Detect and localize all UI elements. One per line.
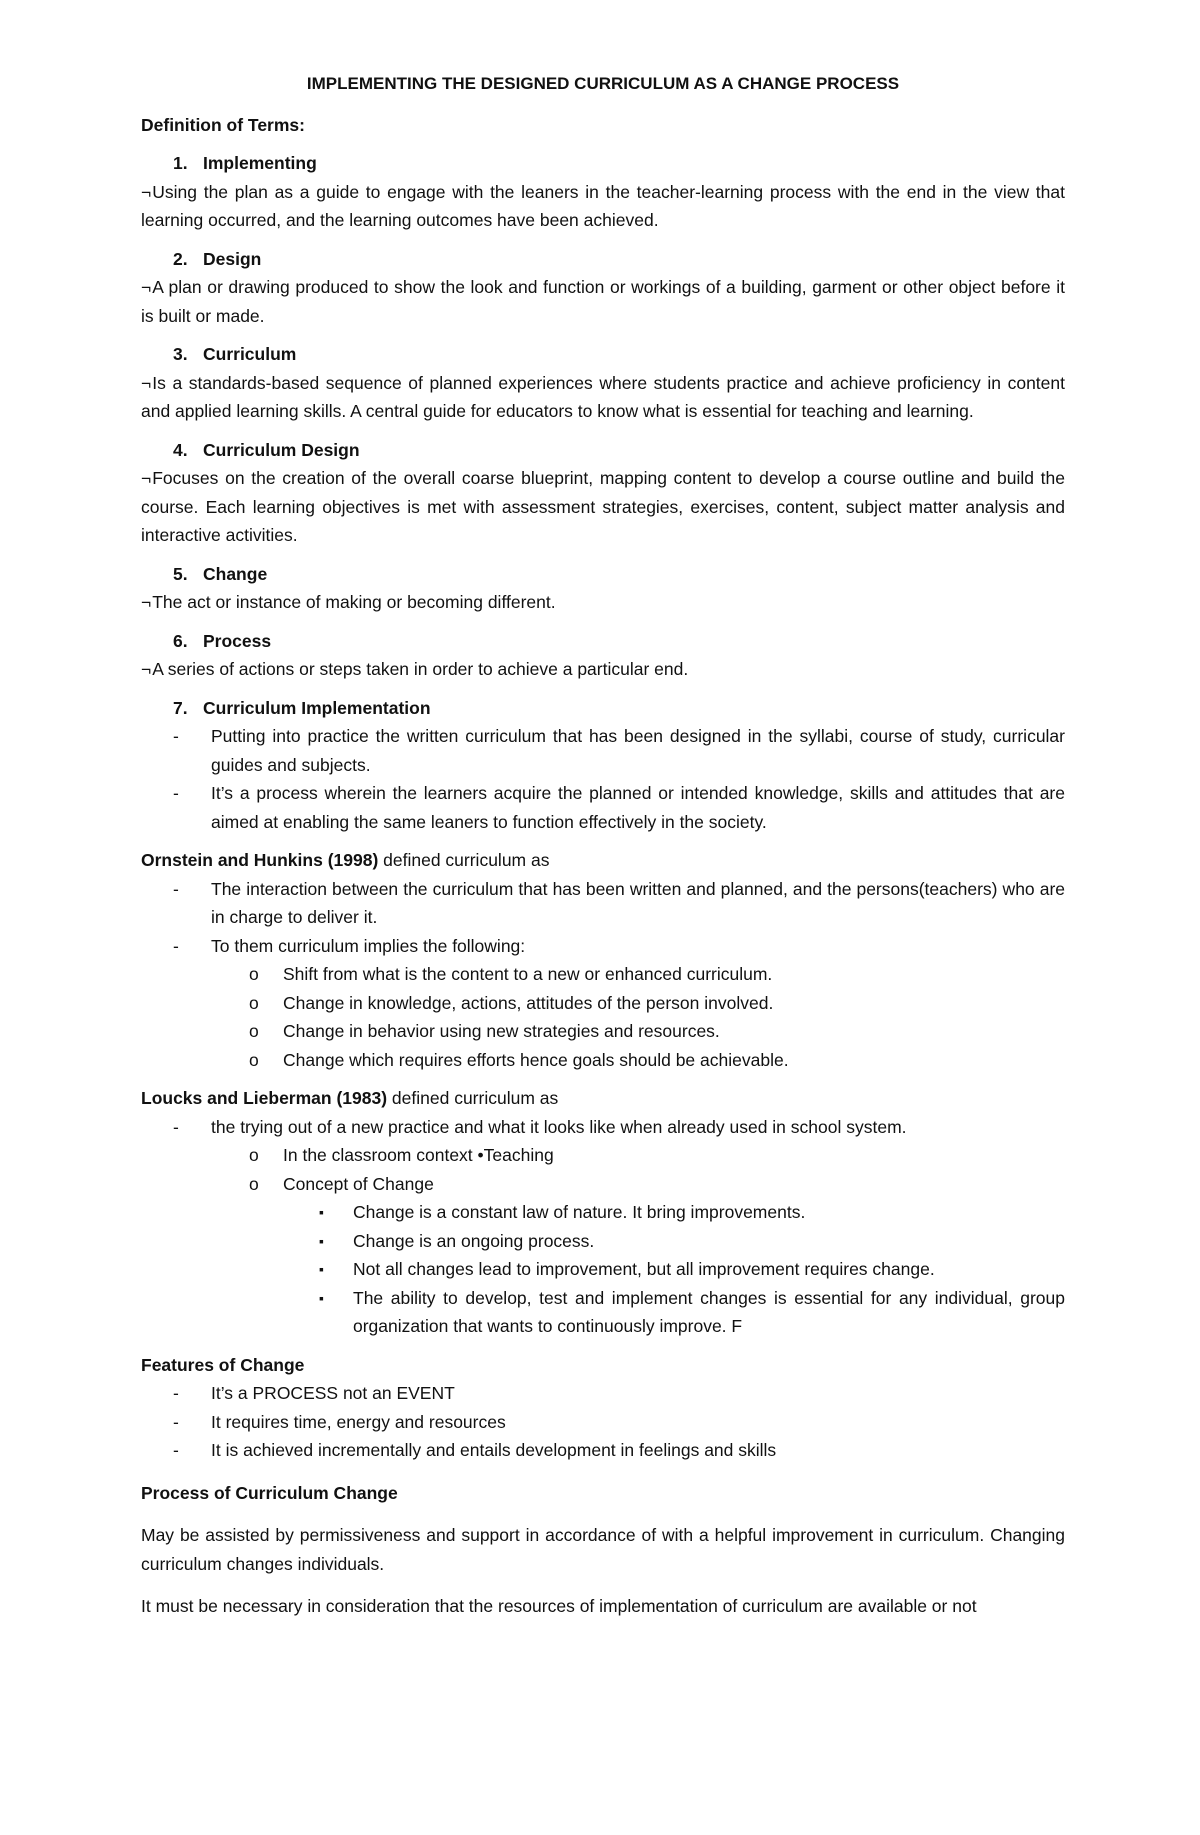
sublist-item-text: Concept of Change bbox=[283, 1173, 434, 1194]
definition-heading: Definition of Terms: bbox=[141, 114, 305, 135]
square-bullet-item: ▪ Change is an ongoing process. bbox=[353, 1227, 1065, 1256]
term-number: 3. bbox=[173, 344, 188, 364]
square-bullet-item: ▪ Change is a constant law of nature. It bring improvements. bbox=[353, 1198, 1065, 1227]
negation-mark: ¬ bbox=[141, 592, 152, 612]
square-bullet-item: ▪ The ability to develop, test and implement changes is essential for any individual, group organization that wants to continuously improve. F bbox=[353, 1284, 1065, 1341]
sublist-item: o In the classroom context •Teaching bbox=[283, 1141, 1065, 1170]
term-title-change bbox=[141, 560, 1065, 589]
term-title-curriculum-implementation bbox=[141, 694, 1065, 723]
term-title: Change bbox=[203, 563, 268, 584]
negation-mark: ¬ bbox=[141, 181, 152, 202]
loucks-section bbox=[141, 1084, 1065, 1341]
negation-mark: ¬ bbox=[141, 277, 152, 297]
sublist-item: o Shift from what is the content to a new or enhanced curriculum. bbox=[283, 960, 1065, 989]
ornstein-heading bbox=[141, 846, 1065, 875]
list-item: - It requires time, energy and resources bbox=[211, 1408, 1065, 1437]
loucks-list bbox=[141, 1113, 1065, 1341]
ornstein-sublist bbox=[211, 960, 1065, 1074]
list-item: - It’s a process wherein the learners acquire the planned or intended knowledge, skills and attitudes that are aimed at enabling the same leaners to function effectively in the society. bbox=[211, 779, 1065, 836]
square-bullet-item: ▪ Not all changes lead to improvement, but all improvement requires change. bbox=[353, 1255, 1065, 1284]
term-number: 4. bbox=[173, 439, 188, 460]
term-title: Curriculum bbox=[203, 344, 297, 364]
sublist-item: o Change which requires efforts hence goals should be achievable. bbox=[283, 1046, 1065, 1075]
list-item: - It’s a PROCESS not an EVENT bbox=[211, 1379, 1065, 1408]
term-definition-process bbox=[141, 655, 1065, 684]
features-list bbox=[141, 1379, 1065, 1465]
term-definition-text: The act or instance of making or becoming different. bbox=[152, 592, 556, 612]
term-title: Implementing bbox=[203, 153, 317, 173]
term-definition-curriculum-design bbox=[141, 464, 1065, 550]
term-definition-text: Using the plan as a guide to engage with the leaners in the teacher-learning process with the end in the view that learning occurred, and the learning outcomes have been achieved. bbox=[141, 181, 1065, 230]
loucks-heading bbox=[141, 1084, 1065, 1113]
term-number: 6. bbox=[173, 630, 188, 651]
term-title-process bbox=[141, 627, 1065, 656]
term-title: Process bbox=[203, 630, 272, 651]
term-definition-implementing bbox=[141, 178, 1065, 235]
term-title: Design bbox=[203, 248, 262, 269]
term-number: 5. bbox=[173, 563, 188, 584]
process-paragraph-2: It must be necessary in consideration that the resources of implementation of curriculum are available or not bbox=[141, 1596, 977, 1616]
list-item: - It is achieved incrementally and entails development in feelings and skills bbox=[211, 1436, 1065, 1465]
features-section bbox=[141, 1351, 1065, 1465]
term-definition-text: A plan or drawing produced to show the look and function or workings of a building, garment or other object before it is built or made. bbox=[141, 277, 1065, 326]
term-title-implementing bbox=[141, 149, 1065, 178]
list-item-text: the trying out of a new practice and what it looks like when already used in school system. bbox=[211, 1116, 907, 1137]
ornstein-section bbox=[141, 846, 1065, 1074]
process-section bbox=[141, 1479, 1065, 1621]
sublist-item: o Change in knowledge, actions, attitudes of the person involved. bbox=[283, 989, 1065, 1018]
term-number: 1. bbox=[173, 153, 188, 173]
term-title-curriculum-design bbox=[141, 436, 1065, 465]
negation-mark: ¬ bbox=[141, 372, 152, 393]
term-title: Curriculum Implementation bbox=[203, 697, 431, 718]
term-definition-text: Focuses on the creation of the overall coarse blueprint, mapping content to develop a course outline and build the course. Each learning objectives is met with assessment strategies, exercises, content, subject matter analysis and interactive activities. bbox=[141, 468, 1065, 545]
ornstein-author: Ornstein and Hunkins (1998) bbox=[141, 850, 379, 870]
curriculum-implementation-list bbox=[141, 722, 1065, 836]
term-title-design bbox=[141, 245, 1065, 274]
negation-mark: ¬ bbox=[141, 659, 152, 679]
term-definition-design bbox=[141, 273, 1065, 330]
process-heading: Process of Curriculum Change bbox=[141, 1482, 398, 1503]
term-definition-text: A series of actions or steps taken in order to achieve a particular end. bbox=[152, 659, 689, 679]
term-definition-text: Is a standards-based sequence of planned experiences where students practice and achieve proficiency in content and applied learning skills. A central guide for educators to know what is essential for teaching and learning. bbox=[141, 372, 1065, 421]
term-title: Curriculum Design bbox=[203, 439, 360, 460]
loucks-heading-rest: defined curriculum as bbox=[387, 1088, 559, 1108]
features-heading: Features of Change bbox=[141, 1354, 305, 1375]
term-number: 2. bbox=[173, 248, 188, 269]
document-page bbox=[141, 70, 1065, 1621]
list-item: - Putting into practice the written curriculum that has been designed in the syllabi, course of study, curricular guides and subjects. bbox=[211, 722, 1065, 779]
term-title-curriculum bbox=[141, 340, 1065, 369]
list-item-text: To them curriculum implies the following: bbox=[211, 935, 526, 956]
term-definition-change bbox=[141, 588, 1065, 617]
ornstein-list bbox=[141, 875, 1065, 1075]
concept-of-change-list bbox=[283, 1198, 1065, 1341]
term-number: 7. bbox=[173, 697, 188, 718]
sublist-item: o Change in behavior using new strategies and resources. bbox=[283, 1017, 1065, 1046]
list-item bbox=[211, 1113, 1065, 1341]
ornstein-heading-rest: defined curriculum as bbox=[378, 850, 550, 870]
list-item: - The interaction between the curriculum that has been written and planned, and the persons(teachers) who are in charge to deliver it. bbox=[211, 875, 1065, 932]
list-item bbox=[211, 932, 1065, 1075]
sublist-item bbox=[283, 1170, 1065, 1341]
process-paragraph-1: May be assisted by permissiveness and support in accordance of with a helpful improvement in curriculum. Changing curriculum changes individuals. bbox=[141, 1525, 1065, 1574]
negation-mark: ¬ bbox=[141, 468, 152, 488]
loucks-sublist bbox=[211, 1141, 1065, 1341]
document-title: IMPLEMENTING THE DESIGNED CURRICULUM AS A CHANGE PROCESS bbox=[306, 74, 900, 93]
term-definition-curriculum bbox=[141, 369, 1065, 426]
loucks-author: Loucks and Lieberman (1983) bbox=[141, 1088, 388, 1108]
